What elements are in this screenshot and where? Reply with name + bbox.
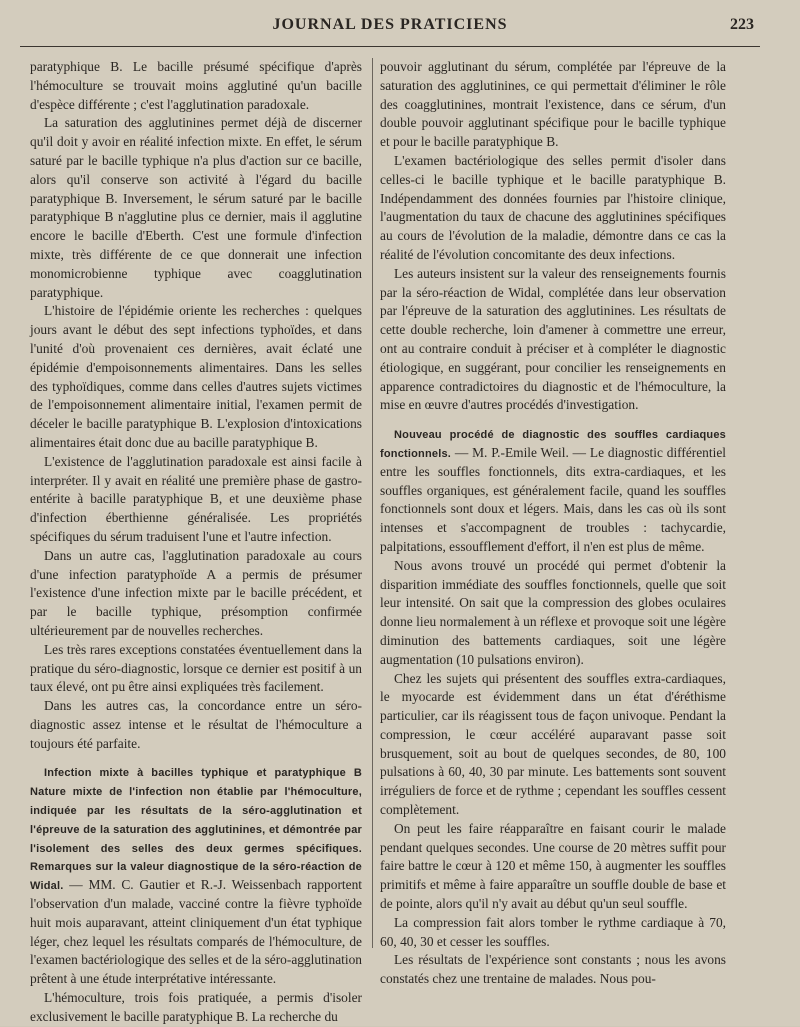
- left-column: [30, 58, 362, 1027]
- section-heading: Infection mixte à bacilles typhique et paratyphique B Nature mixte de l'infection non établie par l'hémoculture, indiquée par les résultats de la séro-agglutination et l'épreuve de la saturation des agglutinines, et démontrée par l'isolement des selles des deux germes spécifiques. Remarques sur la valeur diagnostique de la séro-réaction de Widal.: [30, 767, 362, 893]
- paragraph: Les résultats de l'expérience sont constants ; nous les avons constatés chez une trentaine de malades. Nous pou-: [380, 952, 726, 987]
- paragraph: Les très rares exceptions constatées éventuellement dans la pratique du séro-diagnostic, lorsque ce dernier est positif à un taux élevé, ont pu être ainsi expliquées très facilement.: [30, 641, 362, 695]
- spacer: [30, 753, 362, 763]
- section-body: — M. P.-Emile Weil. — Le diagnostic différentiel entre les souffles fonctionnels, dits extra-cardiaques, et les souffles organiques, est généralement facile, quand les souffles fonctionnels sont doux et légers. Mais, dans les cas où ils sont intenses et s'accompagnent de troubles : tachycardie, palpitations, essoufflement d'effort, il n'en est plus de même.: [380, 444, 726, 554]
- page-header: [20, 12, 760, 47]
- paragraph: Dans un autre cas, l'agglutination paradoxale au cours d'une infection paratyphoïde A a permis de présumer l'existence d'une infection mixte par le bacille précédent, et par le bacille typhique, présomption confirmée ultérieurement par de nouvelles recherches.: [30, 547, 362, 638]
- section-body: — MM. C. Gautier et R.-J. Weissenbach rapportent l'observation d'un malade, vacciné contre la fièvre typhoïde huit mois auparavant, atteint cliniquement d'un état typhique léger, chez lequel les résultats comparés de l'hémoculture, de l'examen bactériologique des selles et de la séro-agglutination prêtent à une étude interprétative intéressante.: [30, 877, 362, 987]
- paragraph: paratyphique B. Le bacille présumé spécifique d'après l'hémoculture se trouvait moins agglutiné qu'un bacille d'espèce différente ; c'est l'agglutination paradoxale.: [30, 59, 362, 112]
- paragraph: On peut les faire réapparaître en faisant courir le malade pendant quelques secondes. Une course de 20 mètres suffit pour faire battre le cœur à 120 et même 150, à augmenter les souffles primitifs et même à faire apparaître un souffle double de base et de pointe, alors qu'il n'y avait au début qu'un seul souffle.: [380, 820, 726, 912]
- paragraph: Nous avons trouvé un procédé qui permet d'obtenir la disparition immédiate des souffles fonctionnels, quelle que soit leur intensité. On sait que la compression des globes oculaires donne lieu normalement à un réflexe et provoque soit une légère diminution des battements cardiaques, soit une légère augmentation (10 pulsations environ).: [380, 557, 726, 667]
- paragraph: La compression fait alors tomber le rythme cardiaque à 70, 60, 40, 30 et cesser les souffles.: [380, 914, 726, 949]
- section-entry: [380, 425, 726, 557]
- paragraph: Les auteurs insistent sur la valeur des renseignements fournis par la séro-réaction de Widal, complétée dans leur observation par l'épreuve de la saturation des agglutinines. Les résultats de cette double recherche, loin d'amener à commettre une erreur, ont au contraire conduit à préciser et à compléter le diagnostic étiologique, en suggérant, pour concilier les renseignements en apparence contradictoires du diagnostic et de l'hémoculture, la mise en œuvre d'autres procédés d'investigation.: [380, 265, 726, 413]
- spacer: [380, 415, 726, 425]
- paragraph: pouvoir agglutinant du sérum, complétée par l'épreuve de la saturation des agglutinines, ce qui permettait d'éliminer le rôle des coagglutinines, montrait l'existence, dans ce sérum, d'un double pouvoir agglutinant spécifique pour le bacille typhique et pour le bacille paratyphique B.: [380, 59, 726, 150]
- paragraph: Dans les autres cas, la concordance entre un séro-diagnostic assez intense et le résultat de l'hémoculture a toujours été parfaite.: [30, 698, 362, 751]
- section-heading: Nouveau procédé de diagnostic des souffles cardiaques fonctionnels.: [380, 429, 726, 460]
- paragraph: L'existence de l'agglutination paradoxale est ainsi facile à interpréter. Il y avait en réalité une première phase de gastro-entérite à bacille paratyphique B, et une deuxième phase d'infection éberthienne généralisée. Les propriétés spécifiques du sérum traduisent l'une et l'autre infection.: [30, 453, 362, 544]
- paragraph: L'histoire de l'épidémie oriente les recherches : quelques jours avant le début des sept infections typhoïdes, et dans l'unité d'où provenaient ces dernières, avait éclaté une épidémie d'empoisonnements alimentaires. Dans les selles des typhoïdiques, comme dans celles d'autres sujets victimes de l'empoisonnement alimentaire initial, l'examen permit de déceler le bacille paratyphique B. L'explosion d'intoxications alimentaires était donc due au bacille paratyphique B.: [30, 303, 362, 450]
- paragraph: L'examen bactériologique des selles permit d'isoler dans celles-ci le bacille typhique et le bacille paratyphique B. Indépendamment des données fournies par l'histoire clinique, l'augmentation du taux de chacune des agglutinines spécifiques au cours de l'évolution de la maladie, démontre dans ce cas la réalité de l'évolution concomitante des deux infections.: [380, 152, 726, 262]
- page-number: 223: [730, 16, 754, 33]
- journal-title: JOURNAL DES PRATICIENS: [272, 16, 508, 33]
- right-column: [380, 58, 726, 989]
- paragraph: La saturation des agglutinines permet déjà de discerner qu'il doit y avoir en réalité infection mixte. En effet, le sérum saturé par le bacille typhique n'a plus d'action sur ce bacille, alors qu'il conserve son activité à l'égard du bacille paratyphique B. Inversement, le sérum saturé par le bacille paratyphique B n'agglutine plus ce dernier, mais il agglutine encore le bacille d'Eberth. C'est une formule d'infection mixte, très différente de ce que donnerait une infection monomicrobienne typhique avec coagglutination paratyphique.: [30, 115, 362, 300]
- paragraph: L'hémoculture, trois fois pratiquée, a permis d'isoler exclusivement le bacille paratyphique B. La recherche du: [30, 990, 362, 1024]
- column-divider: [372, 58, 373, 948]
- paragraph: Chez les sujets qui présentent des souffles extra-cardiaques, le myocarde est évidemment dans un état d'éréthisme particulier, car ils réagissent tous de façon univoque. Pendant la compression, le cœur accéléré auparavant passe soit brusquement, soit au bout de quelques secondes, de 80, 100 pulsations à 60, 40, 30 par minute. Les battements sont souvent irréguliers de force et de rythme ; cependant les souffles cessent complètement.: [380, 670, 726, 818]
- section-entry: [30, 763, 362, 989]
